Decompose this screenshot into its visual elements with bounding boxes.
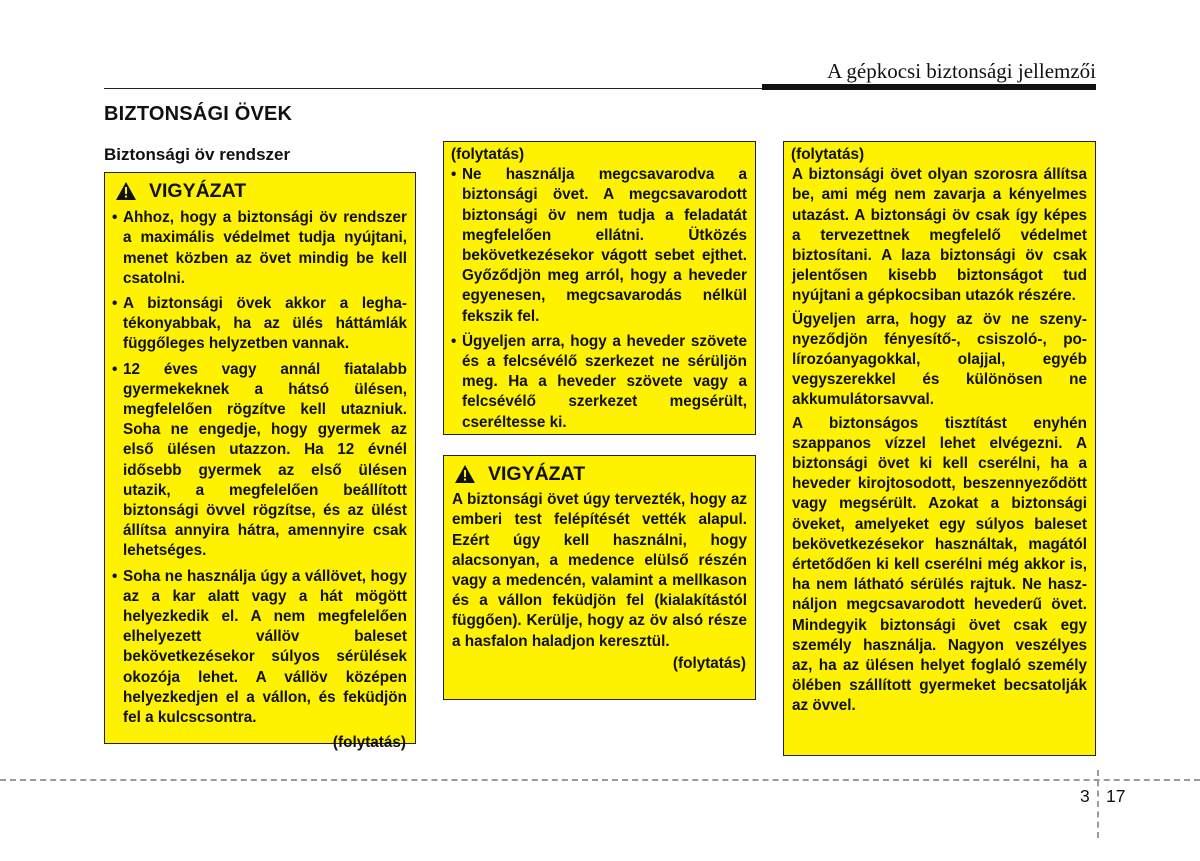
warning-heading	[444, 456, 755, 486]
page-number: 17	[1106, 786, 1126, 806]
continued-list	[444, 165, 755, 433]
continued-label: (folytatás)	[451, 146, 525, 163]
continued-label: (folytatás)	[332, 734, 406, 752]
warning-heading-label: VIGYÁZAT	[149, 180, 247, 202]
warning-box-1	[104, 172, 416, 752]
header-title: A gépkocsi biztonsági jellemzői	[827, 59, 1096, 83]
list-item: • Ne használja megcsavarodva a biztonsági övet. A megcsavarodott biztonsági öv nem tudja a feladatát megfelelően ellátni. Ütközés bekövetkezésekor vágott sebet ejthet. Győződjön meg arról, hogy a heveder egyenesen, megcsavarodás nélkül fekszik fel.	[451, 166, 747, 325]
continued-box-2	[443, 141, 756, 435]
warning-triangle-icon	[454, 464, 476, 484]
warning-text: A biztonsági övet úgy tervezték, hogy az emberi test felépítését vették alapul. Ezért úgy kell használni, hogy alacsonyan, a medence elülső részén vagy a medencén, valamint a mellkason és a vállon feküdjön fel (kialakítástól függően). Kerülje, hogy az öv alsó része a hasfalon haladjon keresztül.	[452, 491, 747, 650]
paragraph: Ügyeljen arra, hogy az öv ne szenynyeződjön fényesítő-, csiszoló-, polírozóanyagokkal, olajjal, egyéb vegyszerekkel és különösen ne akkumulátorsavval.	[792, 310, 1087, 409]
subsection-title: Biztonsági öv rendszer	[104, 145, 291, 164]
continued-box-4	[783, 141, 1096, 756]
continued-label: (folytatás)	[791, 146, 865, 163]
list-item: • Ügyeljen arra, hogy a heveder szövete és a felcsévélő szerkezet ne sérüljön meg. Ha a heveder szövete vagy a felcsévélő szerkezet megsérült, cseréltesse ki.	[451, 332, 747, 431]
warning-heading	[105, 173, 415, 203]
header-rule-accent	[762, 84, 1096, 90]
paragraph: A biztonságos tisztítást enyhén szappanos vízzel lehet elvégezni. A biztonsági övet ki kell cserélni, ha a heveder kirojtosodott, beszennyeződött vagy megsérült. Azokat a biztonsági öveket, amelyeket egy súlyos baleset bekövetkezésekor használtak, magától értetődően ki kell cserélni még akkor is, ha nem látható sérülés rajtuk. Ne használjon megcsavarodott hevederű övet. Mindegyik biztonsági övet csak egy személy használja. Nagyon veszélyes az, ha az ülésen helyet foglaló személy ölében szállított gyermeket becsatolják az övvel.	[792, 414, 1087, 715]
list-item: • Soha ne használja úgy a vállövet, hogy az a kar alatt vagy a hát mögött helyezkedik el. A nem megfelelően elhelyezett vállöv baleset bekövetkezésekor súlyos sérülések okozója lehet. A vállöv középen helyezkedjen el a vállon, és feküdjön fel a kulcscsontra.	[112, 567, 407, 727]
warning-triangle-icon	[115, 181, 137, 201]
section-title: BIZTONSÁGI ÖVEK	[104, 103, 293, 125]
list-item: • A biztonsági övek akkor a leghatékonyabbak, ha az ülés háttámlák függőleges helyzetben vannak.	[112, 295, 407, 353]
footer-dashed-divider	[1097, 770, 1099, 838]
chapter-number: 3	[1080, 786, 1090, 806]
list-item: • 12 éves vagy annál fiatalabb gyermekeknek a hátsó ülésen, megfelelően rögzítve kell utazniuk. Soha ne engedje, hogy gyermek az első ülésen utazzon. Ha 12 évnél idősebb gyermek az első ülésen utazik, a megfelelően beállított biztonsági övvel rögzítse, és az ülést állítsa annyira hátra, amennyire csak lehetséges.	[112, 360, 407, 560]
list-item: • Ahhoz, hogy a biztonsági öv rendszer a maximális védelmet tudja nyújtani, menet közben az övet mindig be kell csatolni.	[112, 209, 407, 287]
continued-label: (folytatás)	[672, 654, 746, 672]
warning-heading-label: VIGYÁZAT	[488, 463, 586, 485]
warning-box-3	[443, 455, 756, 700]
warning-list	[105, 208, 415, 728]
paragraph: A biztonsági övet olyan szorosra állítsa be, ami még nem zavarja a kényelmes utazást. A biztonsági öv csak így képes a tervezettnek megfelelő védelmet biztosítani. A laza biztonsági öv csak jelentősen kisebb biztonságot tud nyújtani a gépkocsiban utazók részére.	[792, 166, 1087, 305]
footer-dashed-rule	[0, 779, 1200, 781]
